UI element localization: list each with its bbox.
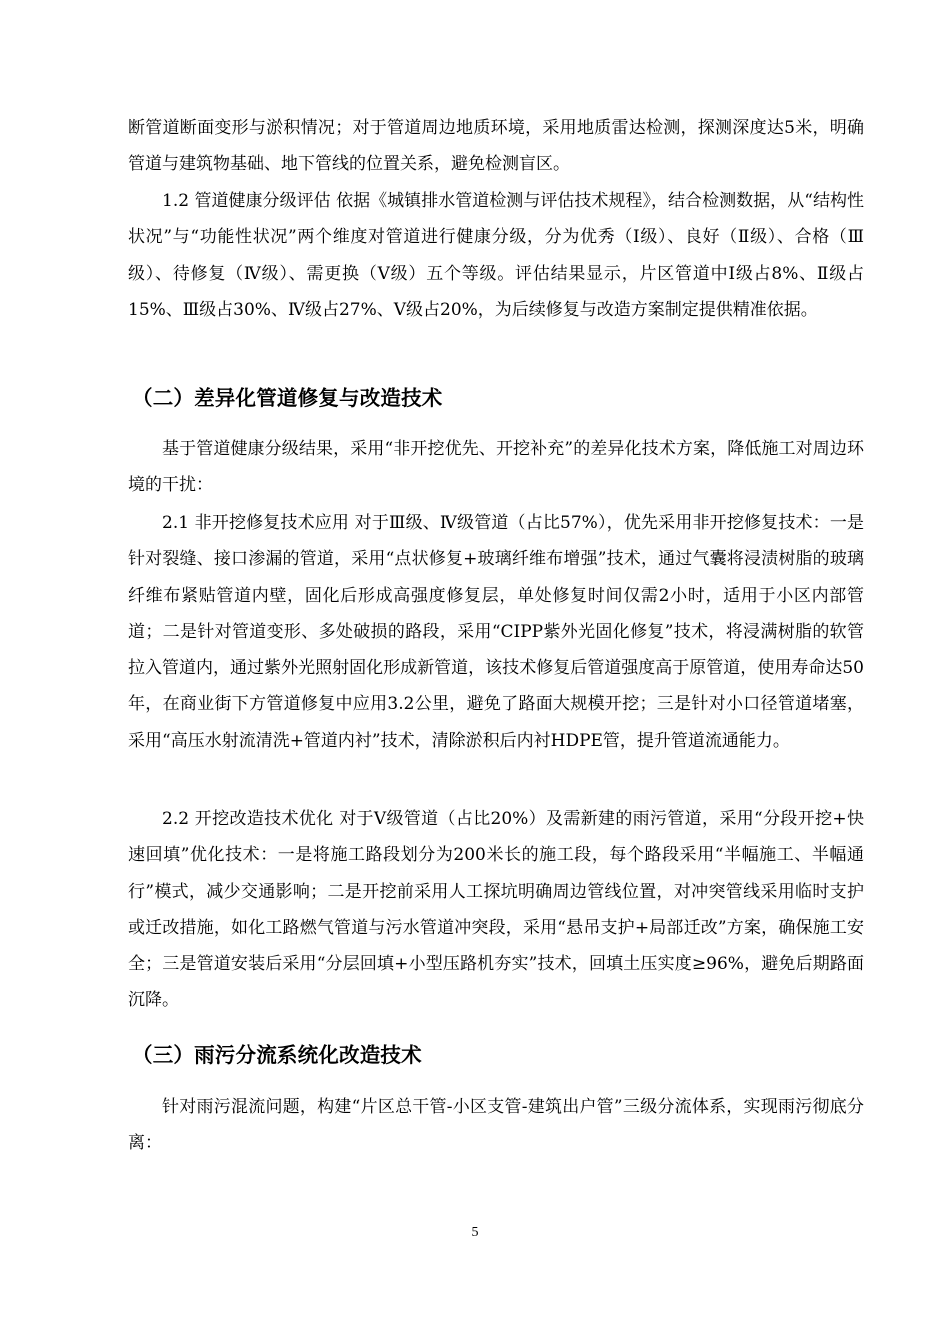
paragraph-intro-repair bbox=[128, 431, 864, 504]
paragraph-text: 1.2 管道健康分级评估 依据《城镇排水管道检测与评估技术规程》，结合检测数据，从“结构性状况”与“功能性状况”两个维度对管道进行健康分级，分为优秀（Ⅰ级）、良好（Ⅱ级）、合格（Ⅲ级）、待修复（Ⅳ级）、需更换（Ⅴ级）五个等级。评估结果显示，片区管道中Ⅰ级占8%、Ⅱ级占15%、Ⅲ级占30%、Ⅳ级占27%、Ⅴ级占20%，为后续修复与改造方案制定提供精准依据。 bbox=[128, 191, 864, 320]
paragraph-text: 2.1 非开挖修复技术应用 对于Ⅲ级、Ⅳ级管道（占比57%），优先采用非开挖修复技术：一是针对裂缝、接口渗漏的管道，采用“点状修复+玻璃纤维布增强”技术，通过气囊将浸渍树脂的玻璃纤维布紧贴管道内壁，固化后形成高强度修复层，单处修复时间仅需2小时，适用于小区内部管道；二是针对管道变形、多处破损的路段，采用“CIPP紫外光固化修复”技术，将浸满树脂的软管拉入管道内，通过紫外光照射固化形成新管道，该技术修复后管道强度高于原管道，使用寿命达50年，在商业街下方管道修复中应用3.2公里，避免了路面大规模开挖；三是针对小口径管道堵塞，采用“高压水射流清洗+管道内衬”技术，清除淤积后内衬HDPE管，提升管道流通能力。 bbox=[128, 513, 864, 751]
page-number: 5 bbox=[471, 1225, 479, 1240]
paragraph-trenchless-repair bbox=[128, 505, 864, 759]
section-heading-3 bbox=[132, 1041, 868, 1069]
paragraph-health-grading bbox=[128, 183, 864, 328]
section-heading-2 bbox=[132, 384, 868, 412]
paragraph-detection-continued bbox=[128, 110, 864, 183]
heading-text: （二）差异化管道修复与改造技术 bbox=[132, 386, 443, 410]
paragraph-text: 2.2 开挖改造技术优化 对于Ⅴ级管道（占比20%）及需新建的雨污管道，采用“分段开挖+快速回填”优化技术：一是将施工路段划分为200米长的施工段，每个路段采用“半幅施工、半幅通行”模式，减少交通影响；二是开挖前采用人工探坑明确周边管线位置，对冲突管线采用临时支护或迁改措施，如化工路燃气管道与污水管道冲突段，采用“悬吊支护+局部迁改”方案，确保施工安全；三是管道安装后采用“分层回填+小型压路机夯实”技术，回填土压实度≥96%，避免后期路面沉降。 bbox=[128, 809, 864, 1011]
paragraph-text: 基于管道健康分级结果，采用“非开挖优先、开挖补充”的差异化技术方案，降低施工对周边环境的干扰： bbox=[128, 439, 864, 496]
heading-text: （三）雨污分流系统化改造技术 bbox=[132, 1043, 422, 1067]
paragraph-excavation-optimization bbox=[128, 801, 864, 1019]
paragraph-text: 断管道断面变形与淤积情况；对于管道周边地质环境，采用地质雷达检测，探测深度达5米，明确管道与建筑物基础、地下管线的位置关系，避免检测盲区。 bbox=[128, 118, 864, 175]
paragraph-rain-sewage-separation bbox=[128, 1089, 864, 1162]
paragraph-text: 针对雨污混流问题，构建“片区总干管-小区支管-建筑出户管”三级分流体系，实现雨污彻底分离： bbox=[128, 1097, 864, 1154]
